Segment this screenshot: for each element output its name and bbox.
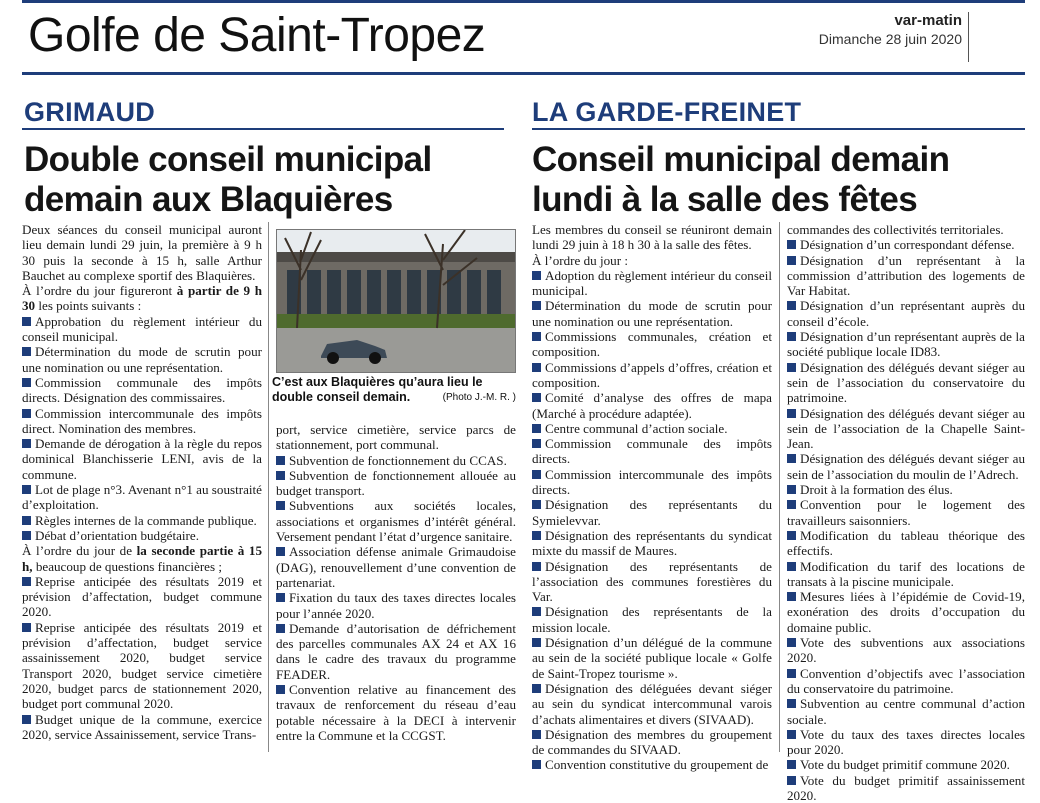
paragraph-text: Commission communale des impôts directs. bbox=[532, 436, 772, 467]
bullet-square-icon bbox=[22, 347, 31, 356]
page-title: Golfe de Saint-Tropez bbox=[28, 9, 486, 62]
bullet-square-icon bbox=[787, 409, 796, 418]
paragraph-text: Désignation des délégués devant siéger au sein de l’association du conservatoire du patrimoine. bbox=[787, 359, 1025, 406]
headline-line: Conseil municipal demain bbox=[532, 140, 950, 179]
photo-credit: (Photo J.-M. R. ) bbox=[442, 392, 516, 403]
paragraph-text: Association défense animale Grimaudoise (DAG), renouvellement d’une convention de partenariat. bbox=[276, 544, 516, 590]
masthead bbox=[819, 12, 962, 47]
column-divider bbox=[779, 222, 780, 752]
header-rule bbox=[22, 72, 1025, 75]
bullet-square-icon bbox=[532, 684, 541, 693]
paragraph-text: Comité d’analyse des offres de mapa (Marché à procédure adaptée). bbox=[532, 390, 772, 421]
agenda-item bbox=[787, 696, 1025, 727]
article-column-left-2 bbox=[276, 422, 516, 743]
paragraph-text: Convention d’objectifs avec l’association du conservatoire du patrimoine. bbox=[787, 665, 1025, 696]
bullet-square-icon bbox=[532, 301, 541, 310]
publication-name: var-matin bbox=[894, 12, 962, 29]
agenda-item bbox=[532, 635, 772, 681]
section-label-la-garde-freinet: LA GARDE-FREINET bbox=[532, 97, 802, 127]
paragraph-text: Désignation d’un représentant auprès du conseil d’école. bbox=[787, 298, 1025, 329]
bullet-square-icon bbox=[532, 363, 541, 372]
agenda-item bbox=[787, 360, 1025, 406]
paragraph-text: Commission communale des impôts directs. Désignation des commissaires. bbox=[22, 374, 262, 406]
paragraph-text: Mesures liées à l’épidémie de Covid-19, exonération des droits d’occupation du domaine public. bbox=[787, 589, 1025, 635]
agenda-item bbox=[787, 482, 1025, 497]
bullet-square-icon bbox=[532, 562, 541, 571]
agenda-item bbox=[22, 436, 262, 482]
bullet-square-icon bbox=[787, 592, 796, 601]
paragraph-text: Désignation des délégués devant siéger au sein de l’association de la Chapelle Saint-Jean. bbox=[787, 405, 1025, 452]
agenda-item bbox=[532, 298, 772, 329]
bullet-square-icon bbox=[787, 332, 796, 341]
agenda-item bbox=[532, 390, 772, 421]
bullet-square-icon bbox=[532, 332, 541, 341]
paragraph-text: Désignation des représentants de l’association des communes forestières du Var. bbox=[532, 558, 772, 605]
headline-la-garde-freinet bbox=[532, 140, 949, 220]
agenda-item bbox=[787, 253, 1025, 299]
paragraph-text: Désignation des délégués devant siéger au sein de l’association du moulin de l’Adrech. bbox=[787, 451, 1025, 482]
paragraph-text: Vote des subventions aux associations 2020. bbox=[787, 635, 1025, 666]
bullet-square-icon bbox=[787, 454, 796, 463]
bullet-square-icon bbox=[787, 500, 796, 509]
paragraph bbox=[22, 222, 262, 283]
bullet-square-icon bbox=[276, 501, 285, 510]
bullet-square-icon bbox=[22, 516, 31, 525]
agenda-item bbox=[532, 757, 772, 772]
paragraph-text: Désignation des membres du groupement de commandes du SIVAAD. bbox=[532, 726, 772, 758]
paragraph-text: Commission intercommunale des impôts direct. Nomination des membres. bbox=[22, 405, 262, 436]
bullet-square-icon bbox=[532, 531, 541, 540]
agenda-item bbox=[22, 375, 262, 406]
article-column-right-2 bbox=[787, 222, 1025, 803]
headline-grimaud bbox=[24, 140, 432, 220]
paragraph-text: Commission intercommunale des impôts directs. bbox=[532, 466, 772, 498]
agenda-item bbox=[22, 712, 262, 743]
bullet-square-icon bbox=[276, 593, 285, 602]
bullet-square-icon bbox=[276, 471, 285, 480]
bullet-square-icon bbox=[787, 562, 796, 571]
paragraph-text: Subvention au centre communal d’action sociale. bbox=[787, 696, 1025, 727]
paragraph-text: Désignation des déléguées devant siéger au sein du syndicat intercommunal varois d’achats alimentaires et divers (SIVAAD). bbox=[532, 680, 772, 727]
agenda-item bbox=[22, 513, 262, 528]
paragraph-text: Budget unique de la commune, exercice 2020, service Assainissement, service Trans- bbox=[22, 711, 262, 742]
section-rule-right bbox=[532, 128, 1025, 130]
top-rule bbox=[22, 0, 1025, 3]
agenda-item bbox=[787, 773, 1025, 803]
agenda-item bbox=[22, 482, 262, 513]
bullet-square-icon bbox=[22, 439, 31, 448]
bullet-square-icon bbox=[532, 271, 541, 280]
paragraph-text: Modification du tarif des locations de transats à la piscine municipale. bbox=[787, 558, 1025, 589]
paragraph-text: Convention pour le logement des travailleurs saisonniers. bbox=[787, 497, 1025, 528]
paragraph-text: commandes des collectivités territoriales. bbox=[787, 222, 1004, 237]
emphasis-text: la seconde partie à 15 h, bbox=[22, 543, 262, 574]
bullet-square-icon bbox=[532, 760, 541, 769]
agenda-item bbox=[276, 682, 516, 743]
paragraph-text: À l’ordre du jour : bbox=[532, 252, 628, 268]
paragraph-text: Modification du tableau théorique des effectifs. bbox=[787, 527, 1025, 559]
publication-date: Dimanche 28 juin 2020 bbox=[818, 31, 962, 47]
paragraph-text: Fixation du taux des taxes directes locales pour l’année 2020. bbox=[276, 590, 516, 621]
bullet-square-icon bbox=[276, 456, 285, 465]
headline-line: Double conseil municipal bbox=[24, 140, 432, 179]
paragraph-text: Subventions aux sociétés locales, associations et organismes d’intérêt général. Versement pendant l’état d’urgence sanitaire. bbox=[276, 498, 516, 545]
agenda-item bbox=[276, 590, 516, 621]
agenda-item bbox=[787, 589, 1025, 635]
paragraph-text: Lot de plage n°3. Avenant n°1 au soustraité d’exploitation. bbox=[22, 482, 262, 513]
agenda-item bbox=[787, 451, 1025, 482]
bullet-square-icon bbox=[787, 485, 796, 494]
bullet-square-icon bbox=[532, 439, 541, 448]
bullet-square-icon bbox=[787, 730, 796, 739]
paragraph-text: Droit à la formation des élus. bbox=[800, 482, 953, 498]
paragraph-text: Reprise anticipée des résultats 2019 et prévision d’affectation, budget service assainissement 2020, budget service Transport 2020, budget service cimetière 2020, budget parcs de stationnement 2020, budget port communal 2020. bbox=[22, 619, 262, 712]
bullet-square-icon bbox=[532, 500, 541, 509]
bullet-square-icon bbox=[22, 623, 31, 632]
article-column-right-1 bbox=[532, 222, 772, 773]
paragraph-text: Convention relative au financement des travaux de renforcement du réseau d’eau potable nécessaire à la DECI à intervenir entre la Commune et la CCGST. bbox=[276, 682, 516, 743]
photo-caption bbox=[272, 375, 520, 405]
agenda-item bbox=[787, 298, 1025, 329]
paragraph bbox=[22, 283, 262, 314]
caption-text: C’est aux Blaquières qu’aura lieu le double conseil demain. bbox=[272, 375, 483, 404]
agenda-item bbox=[787, 237, 1025, 252]
bullet-square-icon bbox=[276, 685, 285, 694]
agenda-item bbox=[532, 528, 772, 559]
bullet-square-icon bbox=[532, 393, 541, 402]
agenda-item bbox=[787, 666, 1025, 697]
agenda-item bbox=[532, 559, 772, 605]
paragraph-text: Détermination du mode de scrutin pour une nomination ou une représentation. bbox=[22, 344, 262, 375]
bullet-square-icon bbox=[787, 240, 796, 249]
agenda-item bbox=[276, 621, 516, 682]
bullet-square-icon bbox=[532, 607, 541, 616]
paragraph-text: Demande d’autorisation de défrichement des parcelles communales AX 24 et AX 16 dans le cadre des travaux du programme FEADER. bbox=[276, 620, 516, 682]
agenda-item bbox=[22, 574, 262, 620]
agenda-item bbox=[787, 497, 1025, 528]
paragraph bbox=[22, 543, 262, 574]
bullet-square-icon bbox=[787, 760, 796, 769]
agenda-item bbox=[532, 497, 772, 528]
paragraph-text: Approbation du règlement intérieur du conseil municipal. bbox=[22, 313, 262, 345]
agenda-item bbox=[787, 528, 1025, 559]
photo-blaquieres-complex bbox=[277, 230, 515, 372]
paragraph-text: Désignation d’un correspondant défense. bbox=[800, 237, 1015, 253]
agenda-item bbox=[22, 620, 262, 712]
bullet-square-icon bbox=[787, 776, 796, 785]
article-photo bbox=[276, 229, 516, 373]
paragraph-text: beaucoup de questions financières ; bbox=[32, 558, 222, 574]
paragraph-text: Adoption du règlement intérieur du conseil municipal. bbox=[532, 267, 772, 299]
bullet-square-icon bbox=[787, 301, 796, 310]
agenda-item bbox=[532, 604, 772, 635]
paragraph-text: Demande de dérogation à la règle du repos dominical Blanchisserie LENI, avis de la commune. bbox=[22, 436, 262, 482]
paragraph-text: Désignation des représentants du syndicat mixte du massif de Maures. bbox=[532, 527, 772, 559]
agenda-item bbox=[532, 329, 772, 360]
headline-line: lundi à la salle des fêtes bbox=[532, 180, 918, 219]
paragraph bbox=[787, 222, 1025, 237]
agenda-item bbox=[787, 406, 1025, 452]
agenda-item bbox=[787, 329, 1025, 360]
agenda-item bbox=[532, 421, 772, 436]
bullet-square-icon bbox=[22, 531, 31, 540]
paragraph-text: Désignation d’un représentant auprès de la société publique locale ID83. bbox=[787, 329, 1025, 360]
paragraph-text: les points suivants : bbox=[35, 298, 142, 314]
bullet-square-icon bbox=[787, 699, 796, 708]
paragraph-text: Désignation des représentants de la mission locale. bbox=[532, 604, 772, 635]
agenda-item bbox=[532, 436, 772, 467]
bullet-square-icon bbox=[22, 378, 31, 387]
paragraph-text: Détermination du mode de scrutin pour une nomination ou une représentation. bbox=[532, 298, 772, 329]
agenda-item bbox=[22, 406, 262, 437]
agenda-item bbox=[787, 635, 1025, 666]
paragraph-text: Désignation d’un délégué de la commune au sein de la société publique locale « Golfe de Saint-Tropez tourisme ». bbox=[532, 635, 772, 681]
article-column-left-1 bbox=[22, 222, 262, 742]
bullet-square-icon bbox=[787, 531, 796, 540]
bullet-square-icon bbox=[22, 577, 31, 586]
bullet-square-icon bbox=[787, 256, 796, 265]
bullet-square-icon bbox=[787, 669, 796, 678]
bullet-square-icon bbox=[276, 547, 285, 556]
agenda-item bbox=[532, 467, 772, 498]
paragraph-text: Centre communal d’action sociale. bbox=[545, 420, 728, 436]
agenda-item bbox=[22, 528, 262, 543]
bullet-square-icon bbox=[22, 409, 31, 418]
paragraph-text: Subvention de fonctionnement allouée au budget transport. bbox=[276, 467, 516, 499]
agenda-item bbox=[787, 727, 1025, 758]
bullet-square-icon bbox=[532, 424, 541, 433]
paragraph-text: Subvention de fonctionnement du CCAS. bbox=[289, 452, 507, 468]
paragraph-text: Débat d’orientation budgétaire. bbox=[35, 527, 199, 543]
paragraph bbox=[276, 422, 516, 453]
paragraph-text: Vote du taux des taxes directes locales pour 2020. bbox=[787, 726, 1025, 758]
agenda-item bbox=[787, 559, 1025, 590]
paragraph-text: À l’ordre du jour de bbox=[22, 543, 137, 559]
emphasis-text: à partir de 9 h 30 bbox=[22, 283, 262, 314]
paragraph-text: port, service cimetière, service parcs de stationnement, port communal. bbox=[276, 422, 516, 453]
paragraph-text: Vote du budget primitif assainissement 2020. bbox=[787, 772, 1025, 803]
paragraph-text: Commissions communales, création et composition. bbox=[532, 329, 772, 360]
agenda-item bbox=[276, 498, 516, 544]
bullet-square-icon bbox=[532, 730, 541, 739]
agenda-item bbox=[22, 344, 262, 375]
paragraph-text: Les membres du conseil se réuniront demain lundi 29 juin à 18 h 30 à la salle des fêtes. bbox=[532, 222, 772, 253]
bullet-square-icon bbox=[787, 638, 796, 647]
paragraph-text: Désignation des représentants du Symielevvar. bbox=[532, 497, 772, 528]
section-label-grimaud: GRIMAUD bbox=[24, 97, 156, 127]
agenda-item bbox=[532, 360, 772, 391]
agenda-item bbox=[532, 727, 772, 758]
bullet-square-icon bbox=[532, 638, 541, 647]
paragraph-text: Reprise anticipée des résultats 2019 et prévision d’affectation, budget commune 2020. bbox=[22, 573, 262, 620]
agenda-item bbox=[22, 314, 262, 345]
paragraph-text: Convention constitutive du groupement de bbox=[545, 757, 769, 773]
agenda-item bbox=[276, 544, 516, 590]
paragraph-text: Règles internes de la commande publique. bbox=[35, 512, 257, 528]
headline-line: demain aux Blaquières bbox=[24, 180, 393, 219]
paragraph bbox=[532, 253, 772, 268]
bullet-square-icon bbox=[22, 715, 31, 724]
paragraph-text: Désignation d’un représentant à la commission d’attribution des logements de Var Habitat. bbox=[787, 252, 1025, 299]
paragraph-text: Commissions d’appels d’offres, création et composition. bbox=[532, 359, 772, 390]
column-divider bbox=[268, 222, 269, 752]
masthead-divider bbox=[968, 12, 969, 62]
bullet-square-icon bbox=[787, 363, 796, 372]
bullet-square-icon bbox=[532, 470, 541, 479]
paragraph-text: Vote du budget primitif commune 2020. bbox=[800, 757, 1010, 773]
paragraph-text: À l’ordre du jour figureront bbox=[22, 283, 177, 299]
paragraph bbox=[532, 222, 772, 253]
bullet-square-icon bbox=[22, 317, 31, 326]
section-rule-left bbox=[22, 128, 504, 130]
bullet-square-icon bbox=[22, 485, 31, 494]
agenda-item bbox=[276, 453, 516, 468]
agenda-item bbox=[532, 268, 772, 299]
agenda-item bbox=[276, 468, 516, 499]
bullet-square-icon bbox=[276, 624, 285, 633]
paragraph-text: Deux séances du conseil municipal auront lieu demain lundi 29 juin, la première à 9 h 30 puis la seconde à 15 h, salle Arthur Bauchet au complexe sportif des Blaquières. bbox=[22, 222, 262, 283]
agenda-item bbox=[787, 757, 1025, 772]
agenda-item bbox=[532, 681, 772, 727]
